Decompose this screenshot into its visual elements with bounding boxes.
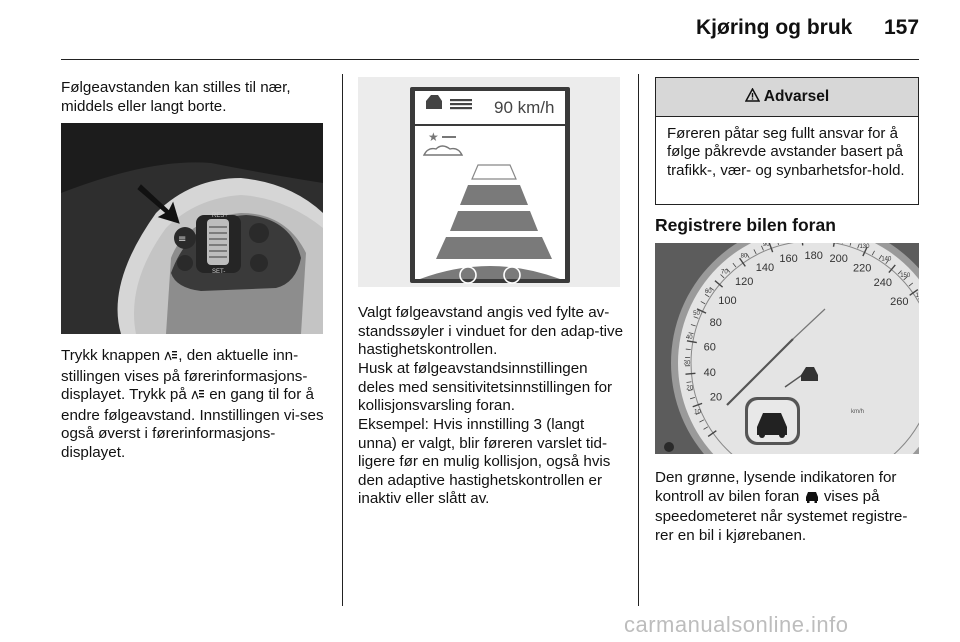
kmh-label: 260 bbox=[890, 295, 909, 308]
button-instruction-paragraph: Trykk knappen , den aktuelle inn-stillingen vises på førerinformasjons-displayet. Trykk på en gang til for å endre følgeavstand. Innstillingen vi-ses også øverst i førerinformasjons-displayet. bbox=[61, 347, 324, 461]
column-divider bbox=[342, 74, 343, 606]
kmh-label: 40 bbox=[703, 366, 716, 379]
speed-readout: 90 km/h bbox=[494, 98, 555, 117]
mph-label: 130 bbox=[859, 243, 870, 250]
warning-title: Advarsel bbox=[763, 88, 830, 105]
follow-distance-icon bbox=[164, 349, 178, 368]
mph-label: 140 bbox=[881, 256, 892, 263]
res-label: RES+ bbox=[212, 213, 228, 219]
mph-label: 60 bbox=[704, 288, 712, 295]
mph-label: 90 bbox=[762, 243, 770, 248]
mph-label: 10 bbox=[694, 409, 701, 416]
kmh-label: 240 bbox=[873, 276, 892, 289]
kmh-label: 200 bbox=[829, 253, 848, 266]
intro-paragraph: Følgeavstanden kan stilles til nær, middels eller langt borte. bbox=[61, 79, 291, 115]
indicator-paragraph: Den grønne, lysende indikatoren for kontroll av bilen foran vises på speedometeret når systemet registre-rer en bil i kjørebanen. bbox=[655, 469, 908, 544]
watermark: carmanualsonline.info bbox=[624, 612, 849, 637]
column-divider bbox=[638, 74, 639, 606]
mph-label: 20 bbox=[686, 385, 694, 392]
svg-text:≡: ≡ bbox=[178, 234, 187, 245]
steering-wheel-figure bbox=[61, 123, 323, 334]
warning-box bbox=[655, 77, 919, 205]
section-heading: Registrere bilen foran bbox=[655, 215, 836, 235]
dial-tick bbox=[686, 349, 691, 350]
set-label: SET- bbox=[212, 269, 226, 275]
kmh-label: 100 bbox=[718, 294, 737, 307]
kmh-label: 60 bbox=[703, 341, 716, 354]
kmh-label: 180 bbox=[804, 250, 823, 263]
driver-info-display-figure bbox=[358, 77, 620, 287]
warning-triangle-icon bbox=[745, 88, 760, 106]
speed-unit: km/h bbox=[851, 409, 865, 415]
header-rule bbox=[61, 59, 919, 60]
kmh-label: 220 bbox=[852, 262, 872, 275]
mph-label: 30 bbox=[683, 360, 691, 367]
distance-bars-paragraph: Valgt følgeavstand angis ved fylte av-standssøyler i vinduet for den adap-tive hastighetskontrollen. bbox=[358, 304, 624, 359]
kmh-label: 160 bbox=[779, 252, 798, 265]
mph-label: 150 bbox=[900, 273, 911, 280]
speedometer-figure bbox=[655, 243, 919, 454]
shared-setting-paragraph: Husk at følgeavstandsinnstillingen deles med sensitivitetsinnstillingen for kollisjonsvarsling foran. bbox=[358, 360, 613, 415]
page-number: 157 bbox=[884, 16, 920, 39]
warning-text: Føreren påtar seg fullt ansvar for å følge påkrevde avstander basert på trafikk-, vær- og synbarhetsfor-hold. bbox=[667, 125, 905, 179]
svg-text:★: ★ bbox=[428, 130, 439, 144]
warning-header bbox=[656, 78, 918, 117]
kmh-label: 80 bbox=[709, 317, 722, 330]
mph-label: 1 bbox=[915, 293, 919, 300]
mph-label: 70 bbox=[721, 269, 728, 276]
mph-label: 50 bbox=[693, 311, 700, 318]
kmh-label: 120 bbox=[735, 276, 754, 289]
dial-tick bbox=[685, 373, 695, 374]
vehicle-ahead-icon bbox=[804, 490, 820, 509]
follow-distance-icon bbox=[191, 388, 205, 407]
example-paragraph: Eksempel: Hvis innstilling 3 (langt unna) er valgt, blir føreren varslet tid-ligere før en mulig kollisjon, også hvis den adaptive hastighetskontrollen er inaktiv eller slått av. bbox=[358, 416, 611, 508]
chapter-title: Kjøring og bruk bbox=[696, 16, 853, 39]
kmh-label: 140 bbox=[755, 261, 775, 274]
kmh-label: 20 bbox=[709, 391, 723, 404]
mph-label: 40 bbox=[685, 335, 693, 342]
mph-label: 80 bbox=[740, 253, 748, 260]
